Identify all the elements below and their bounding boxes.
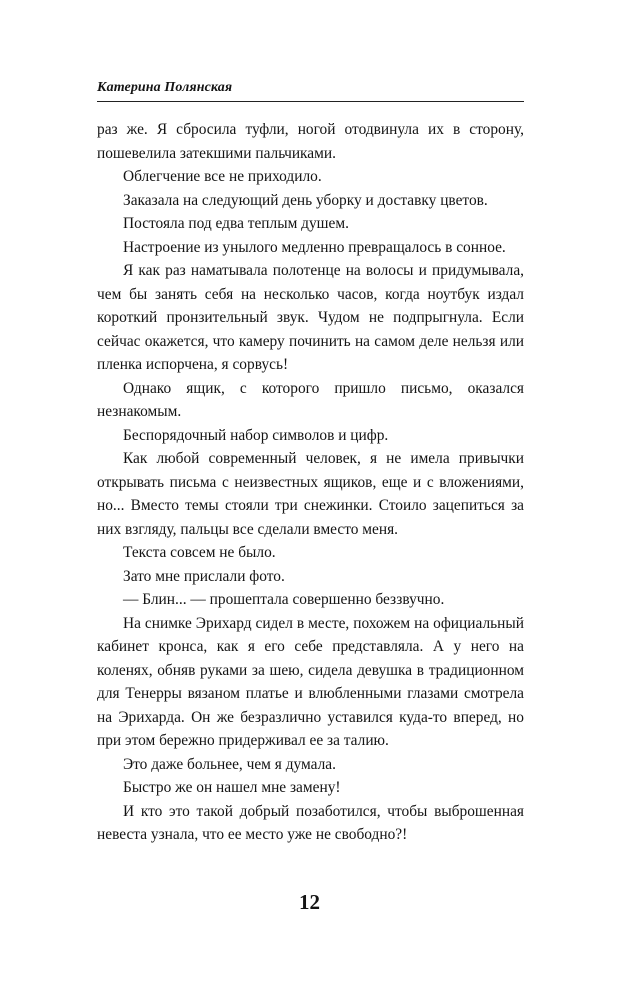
paragraph: Настроение из унылого медленно превращалось в сонное. bbox=[123, 238, 506, 256]
paragraph: Однако ящик, с которого пришло письмо, оказался незнакомым. bbox=[97, 379, 524, 420]
body-text bbox=[97, 118, 524, 847]
paragraph: На снимке Эрихард сидел в месте, похожем на официальный кабинет кронса, как я его себе представляла. А у него на коленях, обняв руками за шею, сидела девушка в традиционном для Тенерры вязаном платье и влюбленными глазами смотрела на Эрихарда. Он же безразлично уставился куда-то вперед, но при этом бережно придерживал ее за талию. bbox=[97, 614, 524, 749]
paragraph: И кто это такой добрый позаботился, чтобы выброшенная невеста узнала, что ее место уже не свободно?! bbox=[97, 802, 524, 843]
paragraph: Зато мне прислали фото. bbox=[123, 567, 285, 585]
paragraph: Заказала на следующий день уборку и доставку цветов. bbox=[123, 191, 488, 209]
paragraph: — Блин... — прошептала совершенно беззвучно. bbox=[123, 591, 445, 608]
paragraph: Быстро же он нашел мне замену! bbox=[123, 779, 341, 796]
header-rule bbox=[97, 101, 524, 102]
paragraph: Беспорядочный набор символов и цифр. bbox=[123, 426, 389, 444]
paragraph: Облегчение все не приходило. bbox=[123, 168, 322, 185]
paragraph: Это даже больнее, чем я думала. bbox=[123, 755, 336, 773]
paragraph: Постояла под едва теплым душем. bbox=[123, 215, 349, 232]
paragraph: Как любой современный человек, я не имела привычки открывать письма с неизвестных ящиков, еще и с вложениями, но... Вместо темы стояли три снежинки. Стоило зацепиться за них взгляду, пальцы все сделали вместо меня. bbox=[97, 450, 524, 538]
paragraph: раз же. Я сбросила туфли, ногой отодвинула их в сторону, пошевелила затекшими пальчиками. bbox=[97, 121, 524, 162]
page-number: 12 bbox=[299, 890, 320, 914]
running-head: Катерина Полянская bbox=[97, 80, 233, 95]
paragraph: Я как раз наматывала полотенце на волосы и придумывала, чем бы занять себя на несколько часов, когда ноутбук издал короткий пронзительный звук. Чудом не подпрыгнула. Если сейчас окажется, что камеру починить на самом деле нельзя или пленка испорчена, я сорвусь! bbox=[97, 262, 524, 373]
paragraph: Текста совсем не было. bbox=[123, 544, 276, 561]
